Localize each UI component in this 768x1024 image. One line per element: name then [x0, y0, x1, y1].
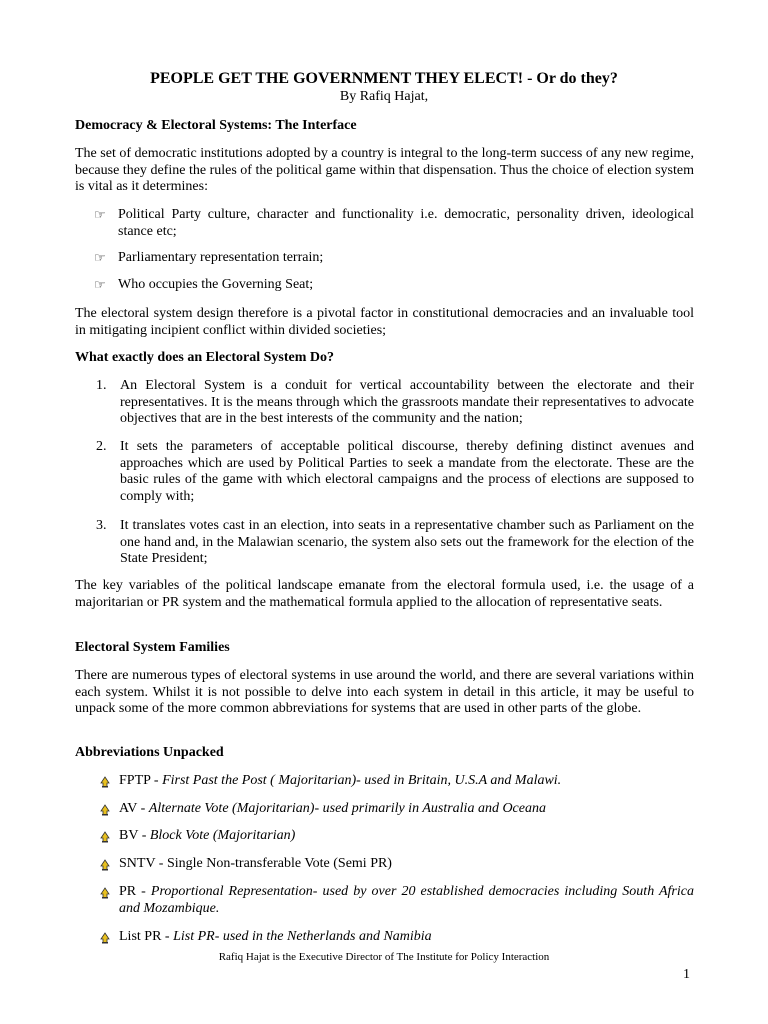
variables-paragraph: The key variables of the political landscape emanate from the electoral formula used, i.e. the usage of a majoritarian or PR system and the mathematical formula applied to the allocation of representative seats.: [75, 578, 694, 610]
pencil-bullet-icon: [99, 887, 111, 899]
bullet-item: [96, 277, 694, 294]
numbered-item: [96, 378, 694, 428]
abbreviation-code: BV -: [119, 828, 150, 843]
bullet-text: Political Party culture, character and functionality i.e. democratic, personality driven, ideological stance etc;: [118, 207, 694, 239]
abbreviation-item: [99, 884, 694, 917]
abbreviation-description: Single Non-transferable Vote (Semi PR): [166, 856, 392, 871]
section-heading-democracy: Democracy & Electoral Systems: The Interface: [75, 118, 357, 133]
abbreviation-item: [99, 856, 694, 873]
abbreviation-description: Proportional Representation- used by over 20 established democracies including South Africa and Mozambique.: [119, 884, 694, 916]
abbreviation-description: Block Vote (Majoritarian): [149, 828, 296, 843]
pointing-hand-icon: ☞: [94, 207, 106, 222]
footer-note: Rafiq Hajat is the Executive Director of The Institute for Policy Interaction: [218, 951, 550, 963]
section-heading-families: Electoral System Families: [75, 640, 230, 655]
pencil-bullet-icon: [99, 804, 111, 816]
abbreviation-description: List PR- used in the Netherlands and Namibia: [173, 929, 432, 944]
item-number: 1.: [96, 378, 107, 393]
families-paragraph: There are numerous types of electoral systems in use around the world, and there are several variations within each system. Whilst it is not possible to delve into each system in detail in this article, it may be useful to unpack some of the more common abbreviations for systems that are used in other parts of the globe.: [75, 668, 694, 716]
abbreviation-item: [99, 929, 694, 946]
bullet-item: [96, 250, 694, 267]
bullet-text: Parliamentary representation terrain;: [118, 250, 324, 265]
item-text: It translates votes cast in an election, into seats in a representative chamber such as Parliament on the one hand and, in the Malawian scenario, the system also sets out the framework for the election of the State President;: [120, 518, 694, 566]
item-number: 2.: [96, 439, 107, 454]
section-heading-electoral-system: What exactly does an Electoral System Do?: [75, 350, 334, 365]
abbreviation-code: PR -: [119, 884, 151, 899]
abbreviation-code: FPTP -: [119, 773, 163, 788]
item-text: An Electoral System is a conduit for vertical accountability between the electorate and their representatives. It is the means through which the grassroots mandate their representatives to advocate objectives that are in the best interests of the community and the nation;: [120, 378, 694, 426]
abbreviation-description: Alternate Vote (Majoritarian)- used primarily in Australia and Oceana: [148, 801, 546, 816]
closing-paragraph: The electoral system design therefore is a pivotal factor in constitutional democracies and an invaluable tool in mitigating incipient conflict within divided societies;: [75, 306, 694, 338]
abbreviation-item: [99, 828, 694, 845]
bullet-item: [96, 207, 694, 240]
abbreviation-code: AV -: [119, 801, 149, 816]
abbreviation-code: List PR -: [119, 929, 174, 944]
pencil-bullet-icon: [99, 859, 111, 871]
numbered-item: [96, 518, 694, 568]
pointing-hand-icon: ☞: [94, 250, 106, 265]
intro-paragraph: The set of democratic institutions adopted by a country is integral to the long-term success of any new regime, because they define the rules of the political game within that dispensation. Thus the choice of election system is vital as it determines:: [75, 146, 694, 194]
item-text: It sets the parameters of acceptable political discourse, thereby defining distinct avenues and approaches which are used by Political Parties to seek a mandate from the electorate. These are the basic rules of the game with which electoral campaigns and the process of elections are supposed to comply with;: [120, 439, 694, 504]
page-title: PEOPLE GET THE GOVERNMENT THEY ELECT! - Or do they?: [150, 70, 618, 87]
pencil-bullet-icon: [99, 776, 111, 788]
abbreviation-item: [99, 773, 694, 790]
abbreviation-code: SNTV -: [119, 856, 167, 871]
pencil-bullet-icon: [99, 932, 111, 944]
bullet-text: Who occupies the Governing Seat;: [118, 277, 314, 292]
pointing-hand-icon: ☞: [94, 277, 106, 292]
section-heading-abbreviations: Abbreviations Unpacked: [75, 745, 224, 760]
numbered-item: [96, 439, 694, 505]
pencil-bullet-icon: [99, 831, 111, 843]
abbreviation-description: First Past the Post ( Majoritarian)- used in Britain, U.S.A and Malawi.: [162, 773, 562, 788]
abbreviation-item: [99, 801, 694, 818]
byline: By Rafiq Hajat,: [339, 89, 429, 104]
page-number: 1: [683, 967, 690, 982]
item-number: 3.: [96, 518, 107, 533]
